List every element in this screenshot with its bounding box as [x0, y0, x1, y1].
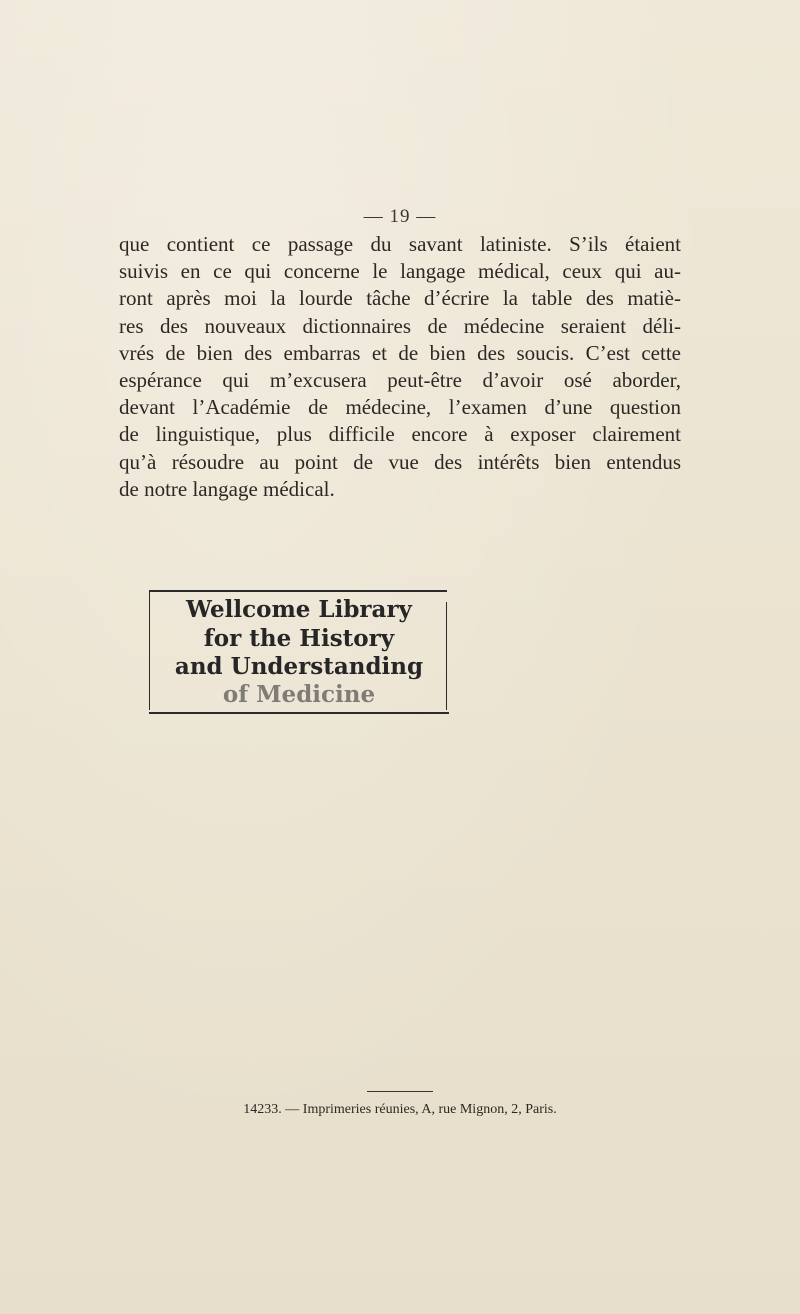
- body-paragraph: [119, 231, 681, 503]
- printer-imprint: 14233. — Imprimeries réunies, A, rue Mignon, 2, Paris.: [243, 1102, 557, 1117]
- imprint-divider: [367, 1091, 433, 1092]
- text-line: de notre langage médical.: [119, 476, 335, 501]
- text-line: res des nouveaux dictionnaires de médecine seraient déli-: [119, 313, 681, 338]
- text-line: devant l’Académie de médecine, l’examen d’une question: [119, 395, 681, 420]
- text-line: que contient ce passage du savant latiniste. S’ils étaient: [119, 232, 681, 256]
- stamp-border-top: [149, 590, 447, 592]
- library-stamp: [149, 590, 449, 714]
- text-line: suivis en ce qui concerne le langage médical, ceux qui au-: [119, 259, 681, 284]
- text-line: ront après moi la lourde tâche d’écrire la table des matiè-: [119, 286, 681, 311]
- text-line: qu’à résoudre au point de vue des intérêts bien entendus: [119, 449, 681, 474]
- stamp-line-4: of Medicine: [222, 681, 376, 708]
- text-line: espérance qui m’excusera peut-être d’avoir osé aborder,: [119, 368, 681, 393]
- text-line: vrés de bien des embarras et de bien des soucis. C’est cette: [119, 340, 681, 365]
- stamp-line-1: Wellcome Library: [186, 596, 412, 623]
- stamp-line-3: and Understanding: [174, 653, 424, 680]
- page-number: — 19 —: [363, 206, 437, 227]
- text-line: de linguistique, plus difficile encore à exposer clairement: [119, 422, 681, 447]
- stamp-border-bottom: [149, 712, 449, 714]
- stamp-line-2: for the History: [203, 625, 395, 652]
